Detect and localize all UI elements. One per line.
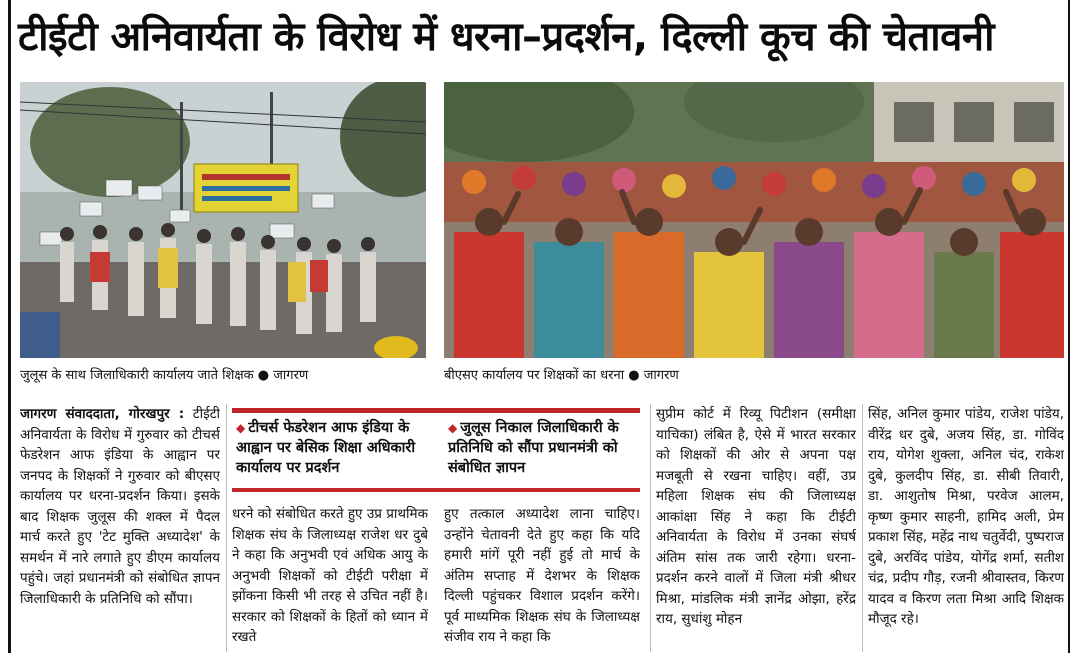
credit-separator-icon: ● (257, 368, 270, 383)
article-column-1 (20, 404, 220, 652)
article-column-5: सिंह, अनिल कुमार पांडेय, राजेश पांडेय, वीरेंद्र धर दुबे, अजय सिंह, डा. गोविंद राय, योगेश शुक्ला, अनिल चंद, राकेश दुबे, कुलदीप सिंह, डा. सीबी तिवारी, डा. आशुतोष मिश्रा, परवेज आलम, कृष्ण कुमार साहनी, हामिद अली, प्रेम प्रकाश सिंह, महेंद्र नाथ चतुर्वेदी, पुष्पराज दुबे, अरविंद पांडेय, योगेंद्र शर्मा, सतीश चंद्र, प्रदीप गौड़, रजनी श्रीवास्तव, किरण यादव व किरण लता मिश्रा आदि शिक्षक मौजूद रहे। (868, 406, 1064, 627)
column-divider (650, 404, 651, 652)
highlight-rule-top (232, 408, 640, 413)
column-1-text: टीईटी अनिवार्यता के विरोध में गुरुवार को टीचर्स फेडरेशन आफ इंडिया के आह्वान पर जनपद के शिक्षकों ने गुरुवार को बीएसए कार्यालय पर धरना-प्रदर्शन किया। इसके बाद शिक्षक जुलूस की शक्ल में पैदल मार्च करते हुए 'टेट मुक्ति अध्यादेश' के समर्थन में नारे लगाते हुए डीएम कार्यालय पहुंचे। जहां प्रधानमंत्री को संबोधित ज्ञापन जिलाधिकारी के प्रतिनिधि को सौंपा। (20, 406, 220, 607)
column-divider (226, 404, 227, 652)
credit-separator-icon: ● (628, 368, 640, 383)
caption-left-credit: जागरण (273, 368, 309, 383)
highlight-text-2: जुलूस निकाल जिलाधिकारी के प्रतिनिधि को सौंपा प्रधानमंत्री को संबोधित ज्ञापन (448, 420, 619, 476)
caption-right-text: बीएसए कार्यालय पर शिक्षकों का धरना (444, 368, 625, 383)
highlight-rule-bottom (232, 488, 640, 492)
caption-right-credit: जागरण (643, 368, 679, 383)
article-column-4: सुप्रीम कोर्ट में रिव्यू पिटीशन (समीक्षा याचिका) लंबित है, ऐसे में भारत सरकार को शिक्षकों की ओर से अपना पक्ष मजबूती से रखना चाहिए। वहीं, उप्र महिला शिक्षक संघ की जिलाध्यक्ष आकांक्षा सिंह ने कहा कि टीईटी अनिवार्यता के विरोध में उनका संघर्ष अंतिम सांस तक जारी रहेगा। धरना-प्रदर्शन करने वालों में जिला मंत्री श्रीधर मिश्रा, मांडलिक मंत्री ज्ञानेंद्र ओझा, हरेंद्र राय, सुधांशु मोहन (656, 406, 856, 627)
highlight-point-1 (236, 418, 432, 484)
sit-in-crowd-photo (444, 82, 1064, 358)
left-column-rule (8, 0, 11, 653)
bullet-icon: ◆ (448, 421, 458, 435)
highlight-point-2 (448, 418, 638, 484)
bullet-icon: ◆ (236, 421, 246, 435)
caption-right (444, 366, 679, 386)
procession-photo (20, 82, 426, 358)
right-column-rule (1068, 0, 1070, 653)
caption-left-text: जुलूस के साथ जिलाधिकारी कार्यालय जाते शिक्षक (20, 368, 254, 383)
headline: टीईटी अनिवार्यता के विरोध में धरना–प्रदर्शन, दिल्ली कूच की चेतावनी (18, 14, 994, 60)
caption-left (20, 366, 308, 386)
highlight-text-1: टीचर्स फेडरेशन आफ इंडिया के आह्वान पर बेसिक शिक्षा अधिकारी कार्यालय पर प्रदर्शन (236, 420, 416, 476)
byline: जागरण संवाददाता, गोरखपुर : (20, 406, 185, 422)
article-column-2: धरने को संबोधित करते हुए उप्र प्राथमिक शिक्षक संघ के जिलाध्यक्ष राजेश धर दुबे ने कहा कि अनुभवी एवं अधिक आयु के अनुभवी शिक्षकों को टीईटी परीक्षा में झोंकना किसी भी तरह से उचित नहीं है। सरकार को शिक्षकों के हितों को ध्यान में रखते (232, 506, 428, 645)
article-column-3: हुए तत्काल अध्यादेश लाना चाहिए। उन्होंने चेतावनी देते हुए कहा कि यदि हमारी मांगें पूरी नहीं हुई तो मार्च के अंतिम सप्ताह में देशभर के शिक्षक दिल्ली पहुंचकर विशाल प्रदर्शन करेंगे। पूर्व माध्यमिक शिक्षक संघ के जिलाध्यक्ष संजीव राय ने कहा कि (444, 506, 640, 645)
column-divider (862, 404, 863, 652)
